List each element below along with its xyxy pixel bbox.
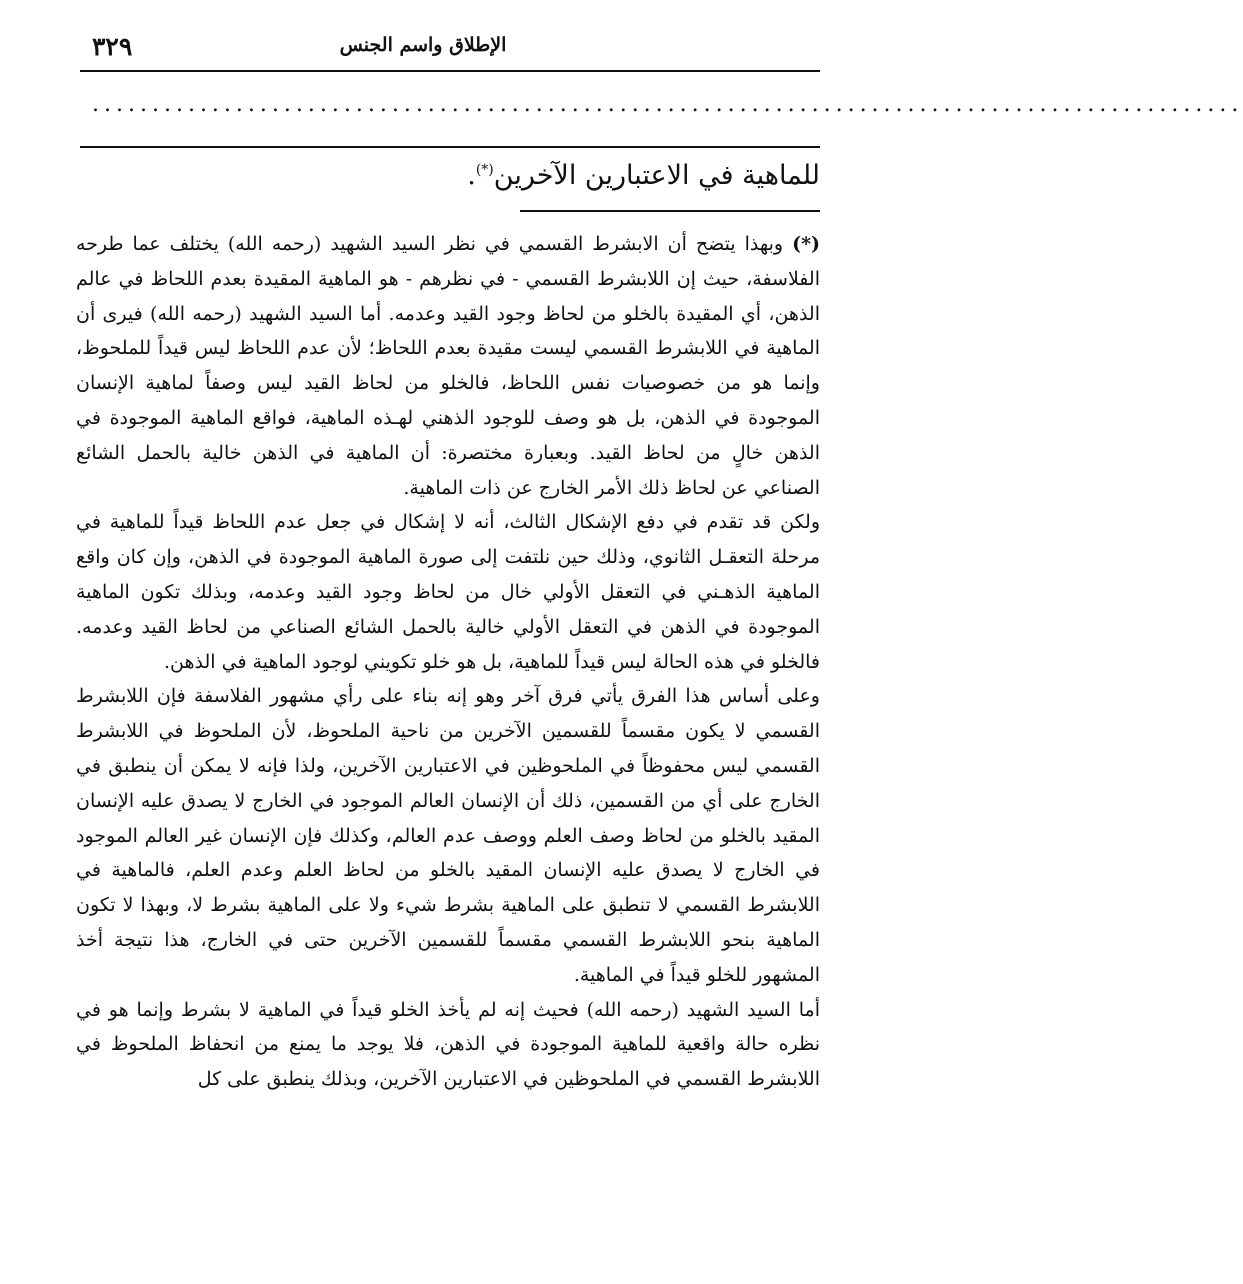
footnote-paragraph <box>76 227 820 505</box>
main-text-line <box>467 160 820 191</box>
footnote-paragraph-text: وبهذا يتضح أن الابشرط القسمي في نظر السيد الشهيد (رحمه الله) يختلف عما طرحه الفلاسفة، حيث إن اللابشرط القسمي - في نظرهم - هو الماهية المقيدة بعدم اللحاظ في عالم الذهن، أي المقيدة بالخلو من لحاظ وجود القيد وعدمه. أما السيد الشهيد (رحمه الله) فيرى أن الماهية في اللابشرط القسمي ليست مقيدة بعدم اللحاظ؛ لأن عدم اللحاظ ليس قيداً للملحوظ، وإنما هو من خصوصيات نفس اللحاظ، فالخلو من لحاظ القيد ليس وصفاً لماهية الإنسان الموجودة في الذهن، بل هو وصف للوجود الذهني لهـذه الماهية، فواقع الماهية الموجودة في الذهن خالٍ من لحاظ القيد. وبعبارة مختصرة: أن الماهية في الذهن خالية بالحمل الشائع الصناعي عن لحاظ ذلك الأمر الخارج عن ذات الماهية. <box>76 233 820 499</box>
footnote-paragraph: وعلى أساس هذا الفرق يأتي فرق آخر وهو إنه بناء على رأي مشهور الفلاسفة فإن اللابشرط القسمي لا يكون مقسماً للقسمين الآخرين من ناحية الملحوظ، لأن الملحوظ في اللابشرط القسمي ليس محفوظاً في الملحوظين في الاعتبارين الآخرين، ولذا فإنه لا يمكن أن ينطبق في الخارج على أي من القسمين، ذلك أن الإنسان العالم الموجود في الخارج لا يصدق عليه الإنسان المقيد بالخلو من لحاظ وصف العلم ووصف عدم العالم، وكذلك فإن الإنسان غير العالم الموجود في الخارج لا يصدق عليه الإنسان المقيد بالخلو من لحاظ العلم وعدم العلم، فالماهية في اللابشرط القسمي لا تنطبق على الماهية بشرط شيء ولا على الماهية بشرط لا، وبهذا لا تكون الماهية بنحو اللابشرط القسمي مقسماً للقسمين الآخرين حتى في الخارج، هذا نتيجة أخذ المشهور للخلو قيداً في الماهية. <box>76 685 820 986</box>
footnote-block <box>76 227 820 1097</box>
page-number: ٣٢٩ <box>92 32 133 61</box>
header-rule <box>80 70 820 72</box>
main-text-period: . <box>467 160 476 191</box>
footnote-reference: (*) <box>475 162 494 178</box>
running-title: الإطلاق واسم الجنس <box>339 34 507 56</box>
section-rule <box>80 146 820 148</box>
footnote-paragraph: ولكن قد تقدم في دفع الإشكال الثالث، أنه لا إشكال في جعل عدم اللحاظ قيداً للماهية في مرحلة التعقـل الثانوي، وذلك حين نلتفت إلى صورة الماهية الموجودة في الذهن، وإن كان واقع الماهية الذهـني في التعقل الأولي خال من لحاظ وجود القيد وعدمه، وبذلك تكون الماهية الموجودة في الذهن في التعقل الأولي خالية بالحمل الشائع الصناعي من لحاظ القيد وعدمه. فالخلو في هذه الحالة ليس قيداً للماهية، بل هو خلو تكويني لوجود الماهية في الذهن. <box>76 511 820 673</box>
main-text: للماهية في الاعتبارين الآخرين <box>493 160 820 191</box>
dotted-separator: ................................................................................................ <box>92 92 1243 117</box>
footnote-separator <box>520 210 820 212</box>
footnote-paragraph: أما السيد الشهيد (رحمه الله) فحيث إنه لم يأخذ الخلو قيداً في الماهية لا بشرط وإنما هو في نظره حالة واقعية للماهية الموجودة في الذهن، فلا يوجد ما يمنع من انحفاظ الملحوظ في اللابشرط القسمي في الملحوظين في الاعتبارين الآخرين، وبذلك ينطبق على كل <box>76 998 820 1091</box>
footnote-marker: (*) <box>792 233 820 255</box>
